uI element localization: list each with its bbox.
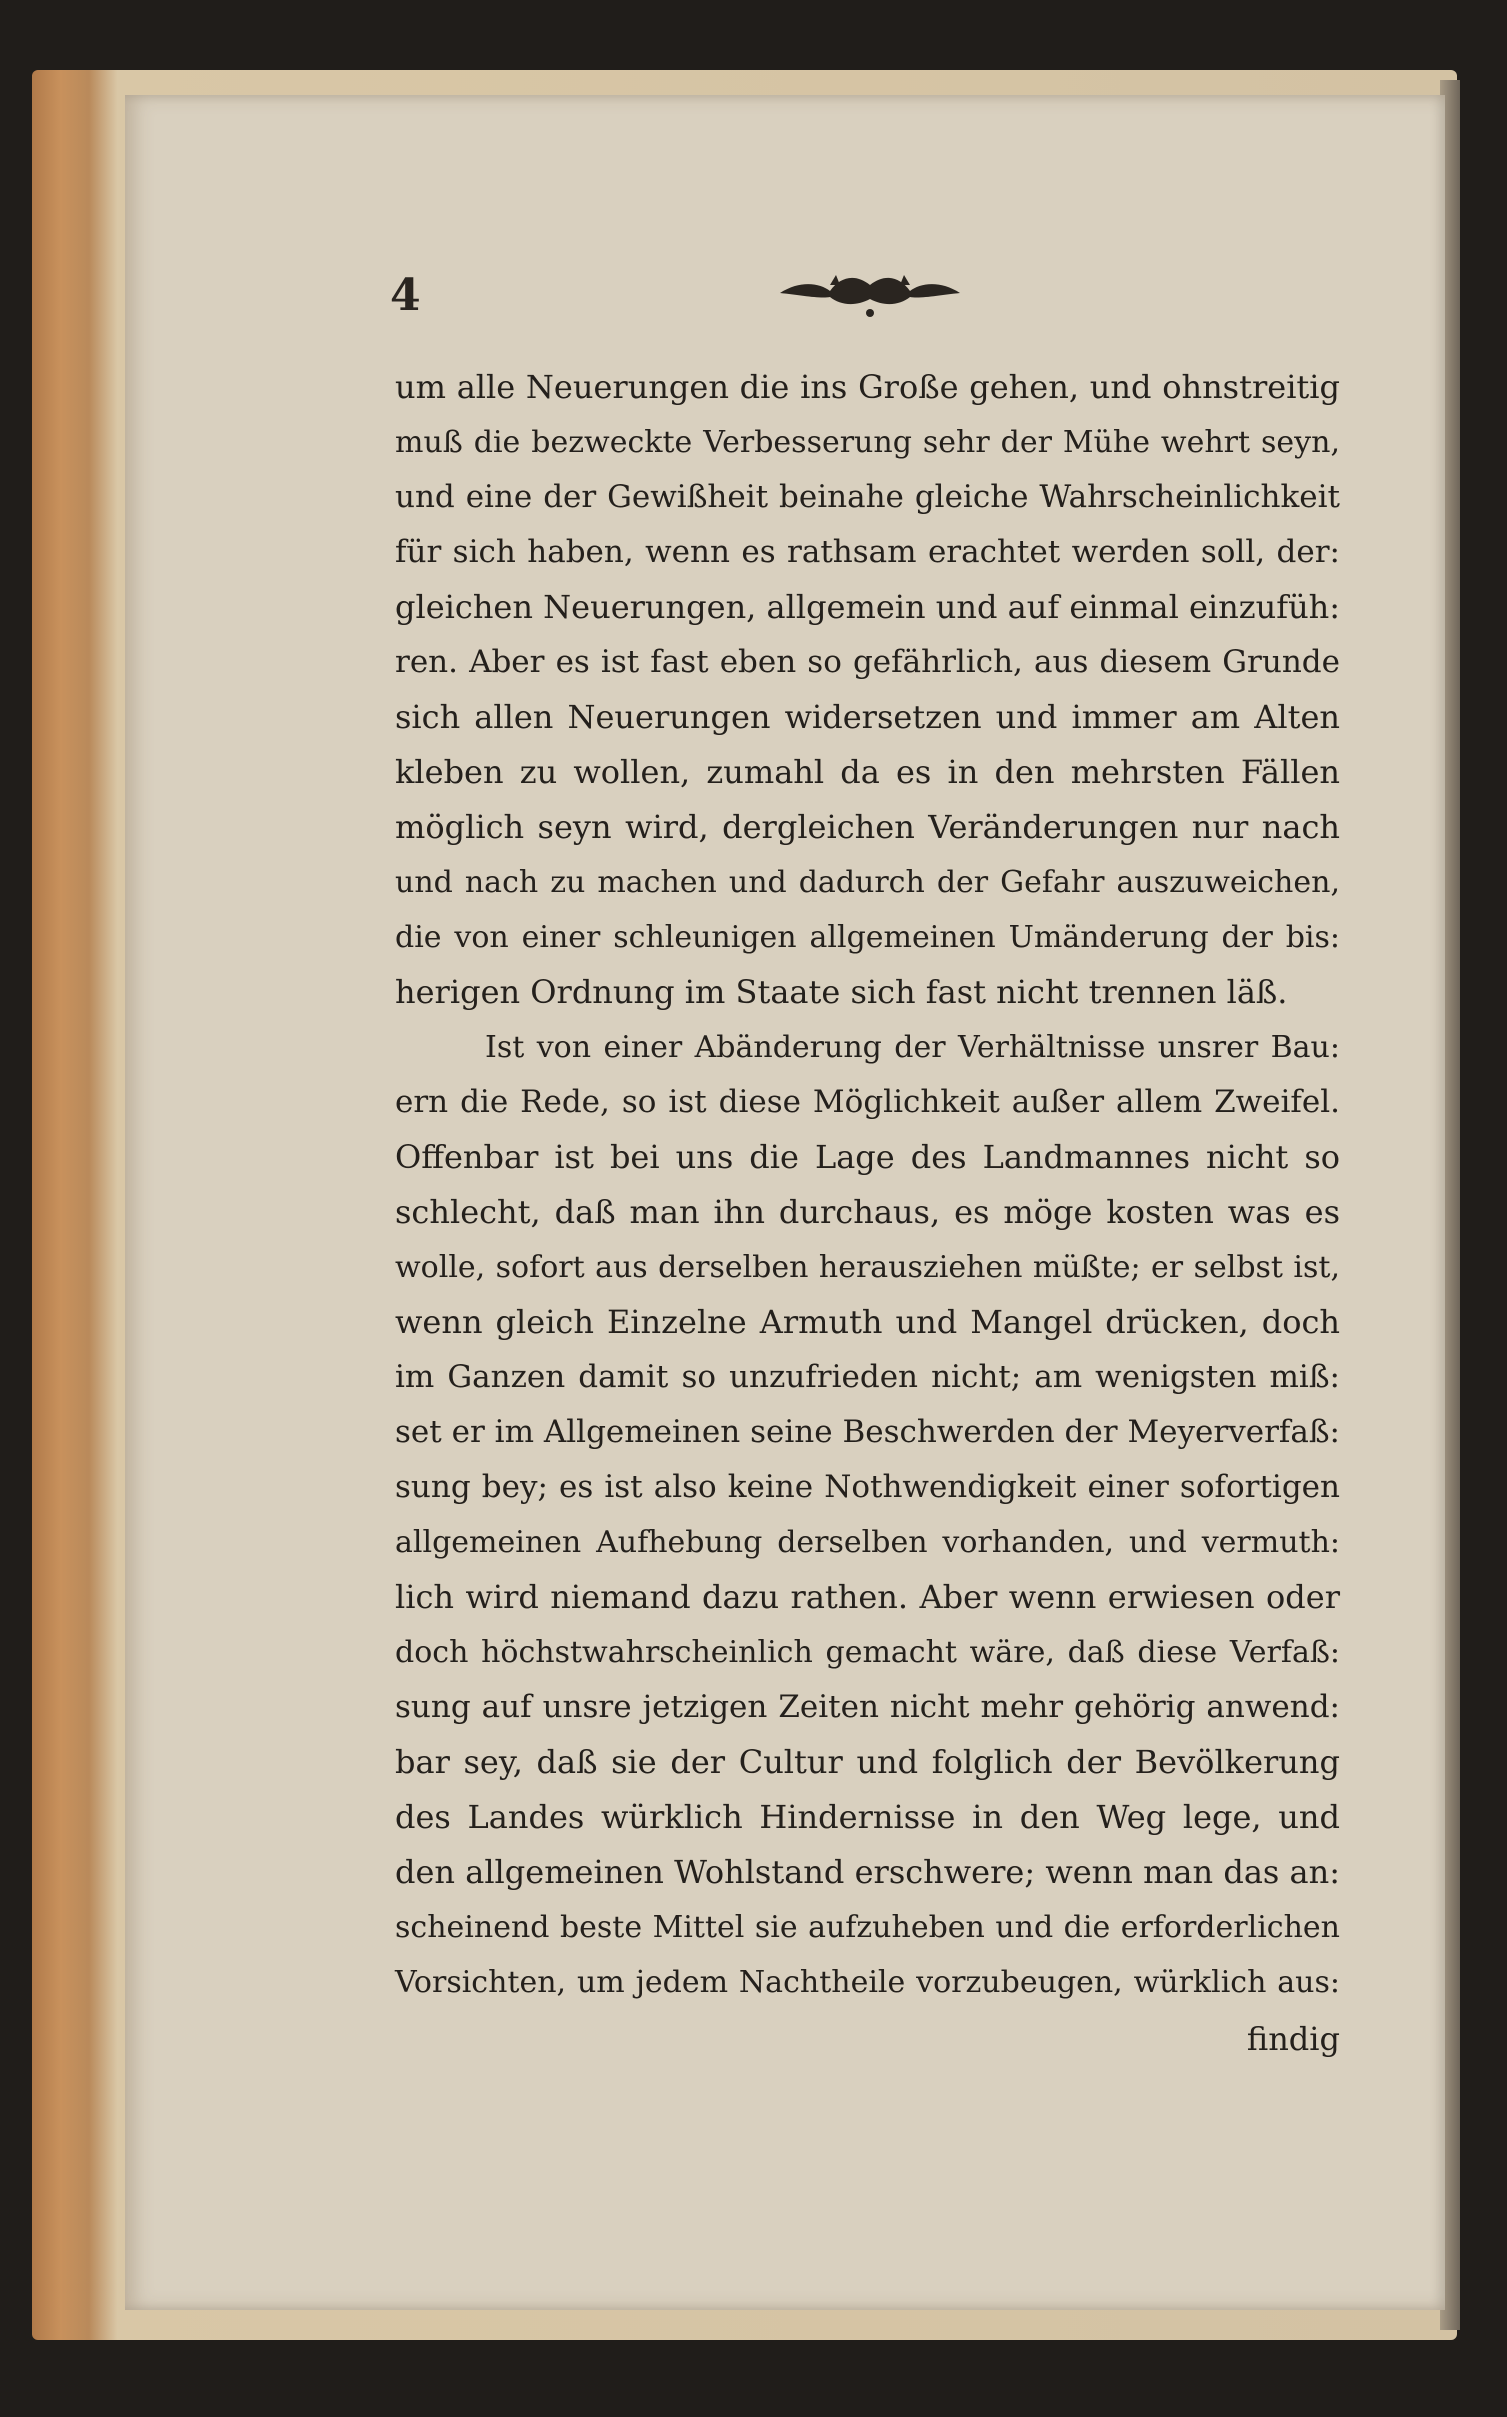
text-line: bar sey, daß sie der Cultur und folglich der Bevölkerung [395, 1743, 1340, 1781]
text-line: lich wird niemand dazu rathen. Aber wenn erwiesen oder [395, 1578, 1340, 1616]
page-body [395, 360, 1340, 2010]
text-line: wenn gleich Einzelne Armuth und Mangel drücken, doch [395, 1303, 1340, 1341]
text-line: doch höchstwahrscheinlich gemacht wäre, daß diese Verfaß: [395, 1635, 1340, 1670]
text-line: für sich haben, wenn es rathsam erachtet werden soll, der: [395, 534, 1340, 570]
text-line: um alle Neuerungen die ins Große gehen, und ohnstreitig [395, 368, 1340, 406]
text-line: sich allen Neuerungen widersetzen und immer am Alten [395, 698, 1340, 736]
text-line: herigen Ordnung im Staate sich fast nicht trennen läß. [395, 973, 1288, 1011]
text-line: ern die Rede, so ist diese Möglichkeit außer allem Zweifel. [395, 1084, 1340, 1120]
text-line: sung bey; es ist also keine Nothwendigkeit einer sofortigen [395, 1469, 1340, 1505]
text-line: Ist von einer Abänderung der Verhältnisse unsrer Bau: [485, 1030, 1340, 1065]
ornament-icon [770, 255, 970, 325]
text-line: muß die bezweckte Verbesserung sehr der Mühe wehrt seyn, [395, 425, 1340, 460]
text-line: wolle, sofort aus derselben herausziehen müßte; er selbst ist, [395, 1250, 1340, 1285]
text-line: Vorsichten, um jedem Nachtheile vorzubeugen, würklich aus: [395, 1965, 1340, 2000]
text-line: Offenbar ist bei uns die Lage des Landmannes nicht so [395, 1138, 1340, 1176]
text-line: sung auf unsre jetzigen Zeiten nicht mehr gehörig anwend: [395, 1689, 1340, 1725]
text-line: scheinend beste Mittel sie aufzuheben und die erforderlichen [395, 1910, 1340, 1945]
text-line: die von einer schleunigen allgemeinen Umänderung der bis: [395, 920, 1340, 955]
text-line: des Landes würklich Hindernisse in den Weg lege, und [395, 1798, 1340, 1836]
text-line: und eine der Gewißheit beinahe gleiche Wahrscheinlichkeit [395, 479, 1340, 515]
text-line: ren. Aber es ist fast eben so gefährlich, aus diesem Grunde [395, 644, 1340, 680]
text-line: schlecht, daß man ihn durchaus, es möge kosten was es [395, 1193, 1340, 1231]
text-line: den allgemeinen Wohlstand erschwere; wenn man das an: [395, 1853, 1340, 1891]
text-line: set er im Allgemeinen seine Beschwerden der Meyerverfaß: [395, 1414, 1340, 1450]
catchword: findig [1246, 2020, 1340, 2058]
text-line: kleben zu wollen, zumahl da es in den mehrsten Fällen [395, 753, 1340, 791]
text-line: und nach zu machen und dadurch der Gefahr auszuweichen, [395, 865, 1340, 900]
text-line: im Ganzen damit so unzufrieden nicht; am wenigsten miß: [395, 1359, 1340, 1395]
text-line: gleichen Neuerungen, allgemein und auf einmal einzufüh: [395, 588, 1341, 626]
text-line: allgemeinen Aufhebung derselben vorhanden, und vermuth: [395, 1525, 1340, 1560]
text-line: möglich seyn wird, dergleichen Veränderungen nur nach [395, 808, 1340, 846]
page-number: 4 [390, 270, 421, 321]
